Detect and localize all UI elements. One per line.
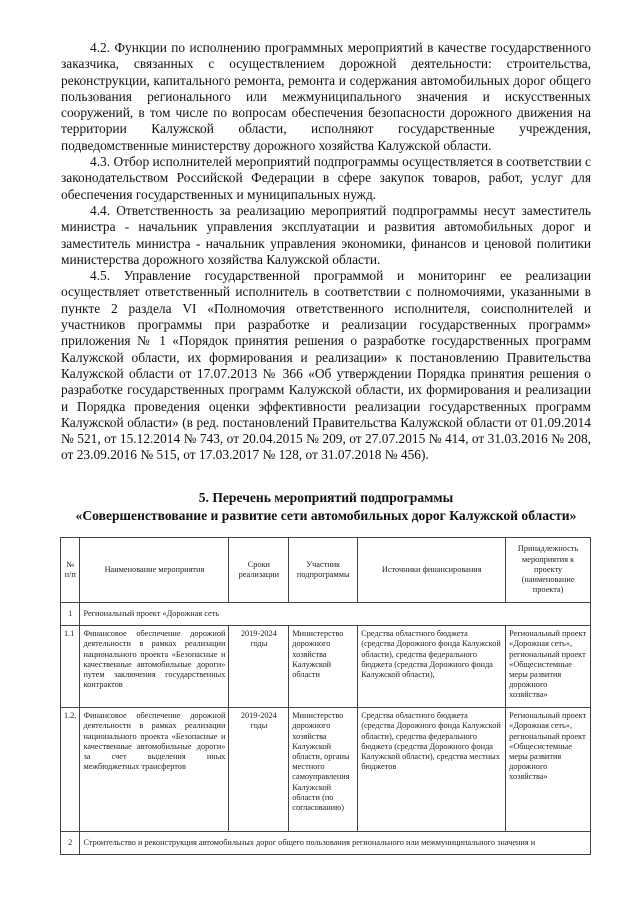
cell-project: Региональный проект «Дорожная сеть», региональный проект «Общесистемные меры развития дорожного хозяйства»: [506, 708, 591, 832]
table-row: [61, 626, 591, 708]
cell-period: 2019-2024 годы: [229, 626, 289, 708]
cell-participant: Министерство дорожного хозяйства Калужской области: [289, 626, 358, 708]
header-participant: Участник подпрограммы: [289, 538, 358, 603]
table-section-row: [61, 603, 591, 626]
table-header-row: [61, 538, 591, 603]
heading-line-1: 5. Перечень мероприятий подпрограммы: [198, 490, 454, 505]
table-row: [61, 708, 591, 832]
cell-period: 2019-2024 годы: [229, 708, 289, 832]
table-section-row: [61, 832, 591, 855]
cell-sources: Средства областного бюджета (средства Дорожного фонда Калужской области), средства федерального бюджета (средства Дорожного фонда Калужской области),: [358, 626, 506, 708]
header-num: № п/п: [61, 538, 80, 603]
section-text: Региональный проект «Дорожная сеть: [80, 603, 591, 626]
cell-participant: Министерство дорожного хозяйства Калужской области, органы местного самоуправления Калужской области (по согласованию): [289, 708, 358, 832]
heading-line-2: «Совершенствование и развитие сети автомобильных дорог Калужской области»: [75, 508, 577, 523]
cell-name: Финансовое обеспечение дорожной деятельности в рамках реализации национального проекта «Безопасные и качественные автомобильные дороги» за счет выделения иных межбюджетных трансфертов: [80, 708, 229, 832]
paragraph-4-4: 4.4. Ответственность за реализацию мероприятий подпрограммы несут заместитель министра - начальник управления эксплуатации и развития автомобильных дорог и заместитель министра - начальник управления экономики, финансов и ценовой политики министерства дорожного хозяйства Калужской области.: [61, 202, 591, 267]
body-text: [61, 40, 591, 464]
cell-project: Региональный проект «Дорожная сеть», региональный проект «Общесистемные меры развития дорожного хозяйства»: [506, 626, 591, 708]
cell-num: 1.2.: [61, 708, 80, 832]
paragraph-4-2: 4.2. Функции по исполнению программных мероприятий в качестве государственного заказчика, связанных с осуществлением дорожной деятельности: строительства, реконструкции, капитального ремонта, ремонта и содержания автомобильных дорог общего пользования регионального или межмуниципального значения и искусственных сооружений, в том числе по вопросам обеспечения безопасности дорожного движения на территории Калужской области, исполняют государственные учреждения, подведомственные министерству дорожного хозяйства Калужской области.: [61, 40, 591, 153]
section-num: 1: [61, 603, 80, 626]
header-period: Сроки реализации: [229, 538, 289, 603]
header-sources: Источники финансирования: [358, 538, 506, 603]
paragraph-4-5: 4.5. Управление государственной программой и мониторинг ее реализации осуществляет ответственный исполнитель в соответствии с полномочиями, указанными в пункте 2 раздела VI «Полномочия ответственного исполнителя, соисполнителей и участников программы при разработке и реализации государственных программ» приложения № 1 «Порядок принятия решения о разработке государственных программ Калужской области, их формирования и реализации» к постановлению Правительства Калужской области от 17.07.2013 № 366 «Об утверждении Порядка принятия решения о разработке государственных программ Калужской области, их формирования и реализации и Порядка проведения оценки эффективности реализации государственных программ Калужской области» (в ред. постановлений Правительства Калужской области от 01.09.2014 № 521, от 15.12.2014 № 743, от 20.04.2015 № 209, от 27.07.2015 № 414, от 31.03.2016 № 208, от 23.09.2016 № 515, от 17.03.2017 № 128, от 31.07.2018 № 456).: [61, 268, 591, 463]
section-heading: [60, 489, 592, 525]
section-num: 2: [61, 832, 80, 855]
header-name: Наименование мероприятия: [80, 538, 229, 603]
measures-table: [60, 537, 591, 855]
cell-sources: Средства областного бюджета (средства Дорожного фонда Калужской области), средства федерального бюджета (средства Дорожного фонда Калужской области), средства местных бюджетов: [358, 708, 506, 832]
header-project: Принадлежность мероприятия к проекту (наименование проекта): [506, 538, 591, 603]
cell-name: Финансовое обеспечение дорожной деятельности в рамках реализации национального проекта «Безопасные и качественные автомобильные дороги» путем заключения государственных контрактов: [80, 626, 229, 708]
paragraph-4-3: 4.3. Отбор исполнителей мероприятий подпрограммы осуществляется в соответствии с законодательством Российской Федерации в сфере закупок товаров, работ, услуг для обеспечения государственных и муниципальных нужд.: [61, 154, 591, 202]
section-text: Строительство и реконструкция автомобильных дорог общего пользования регионального или межмуниципального значения и: [80, 832, 591, 855]
cell-num: 1.1: [61, 626, 80, 708]
